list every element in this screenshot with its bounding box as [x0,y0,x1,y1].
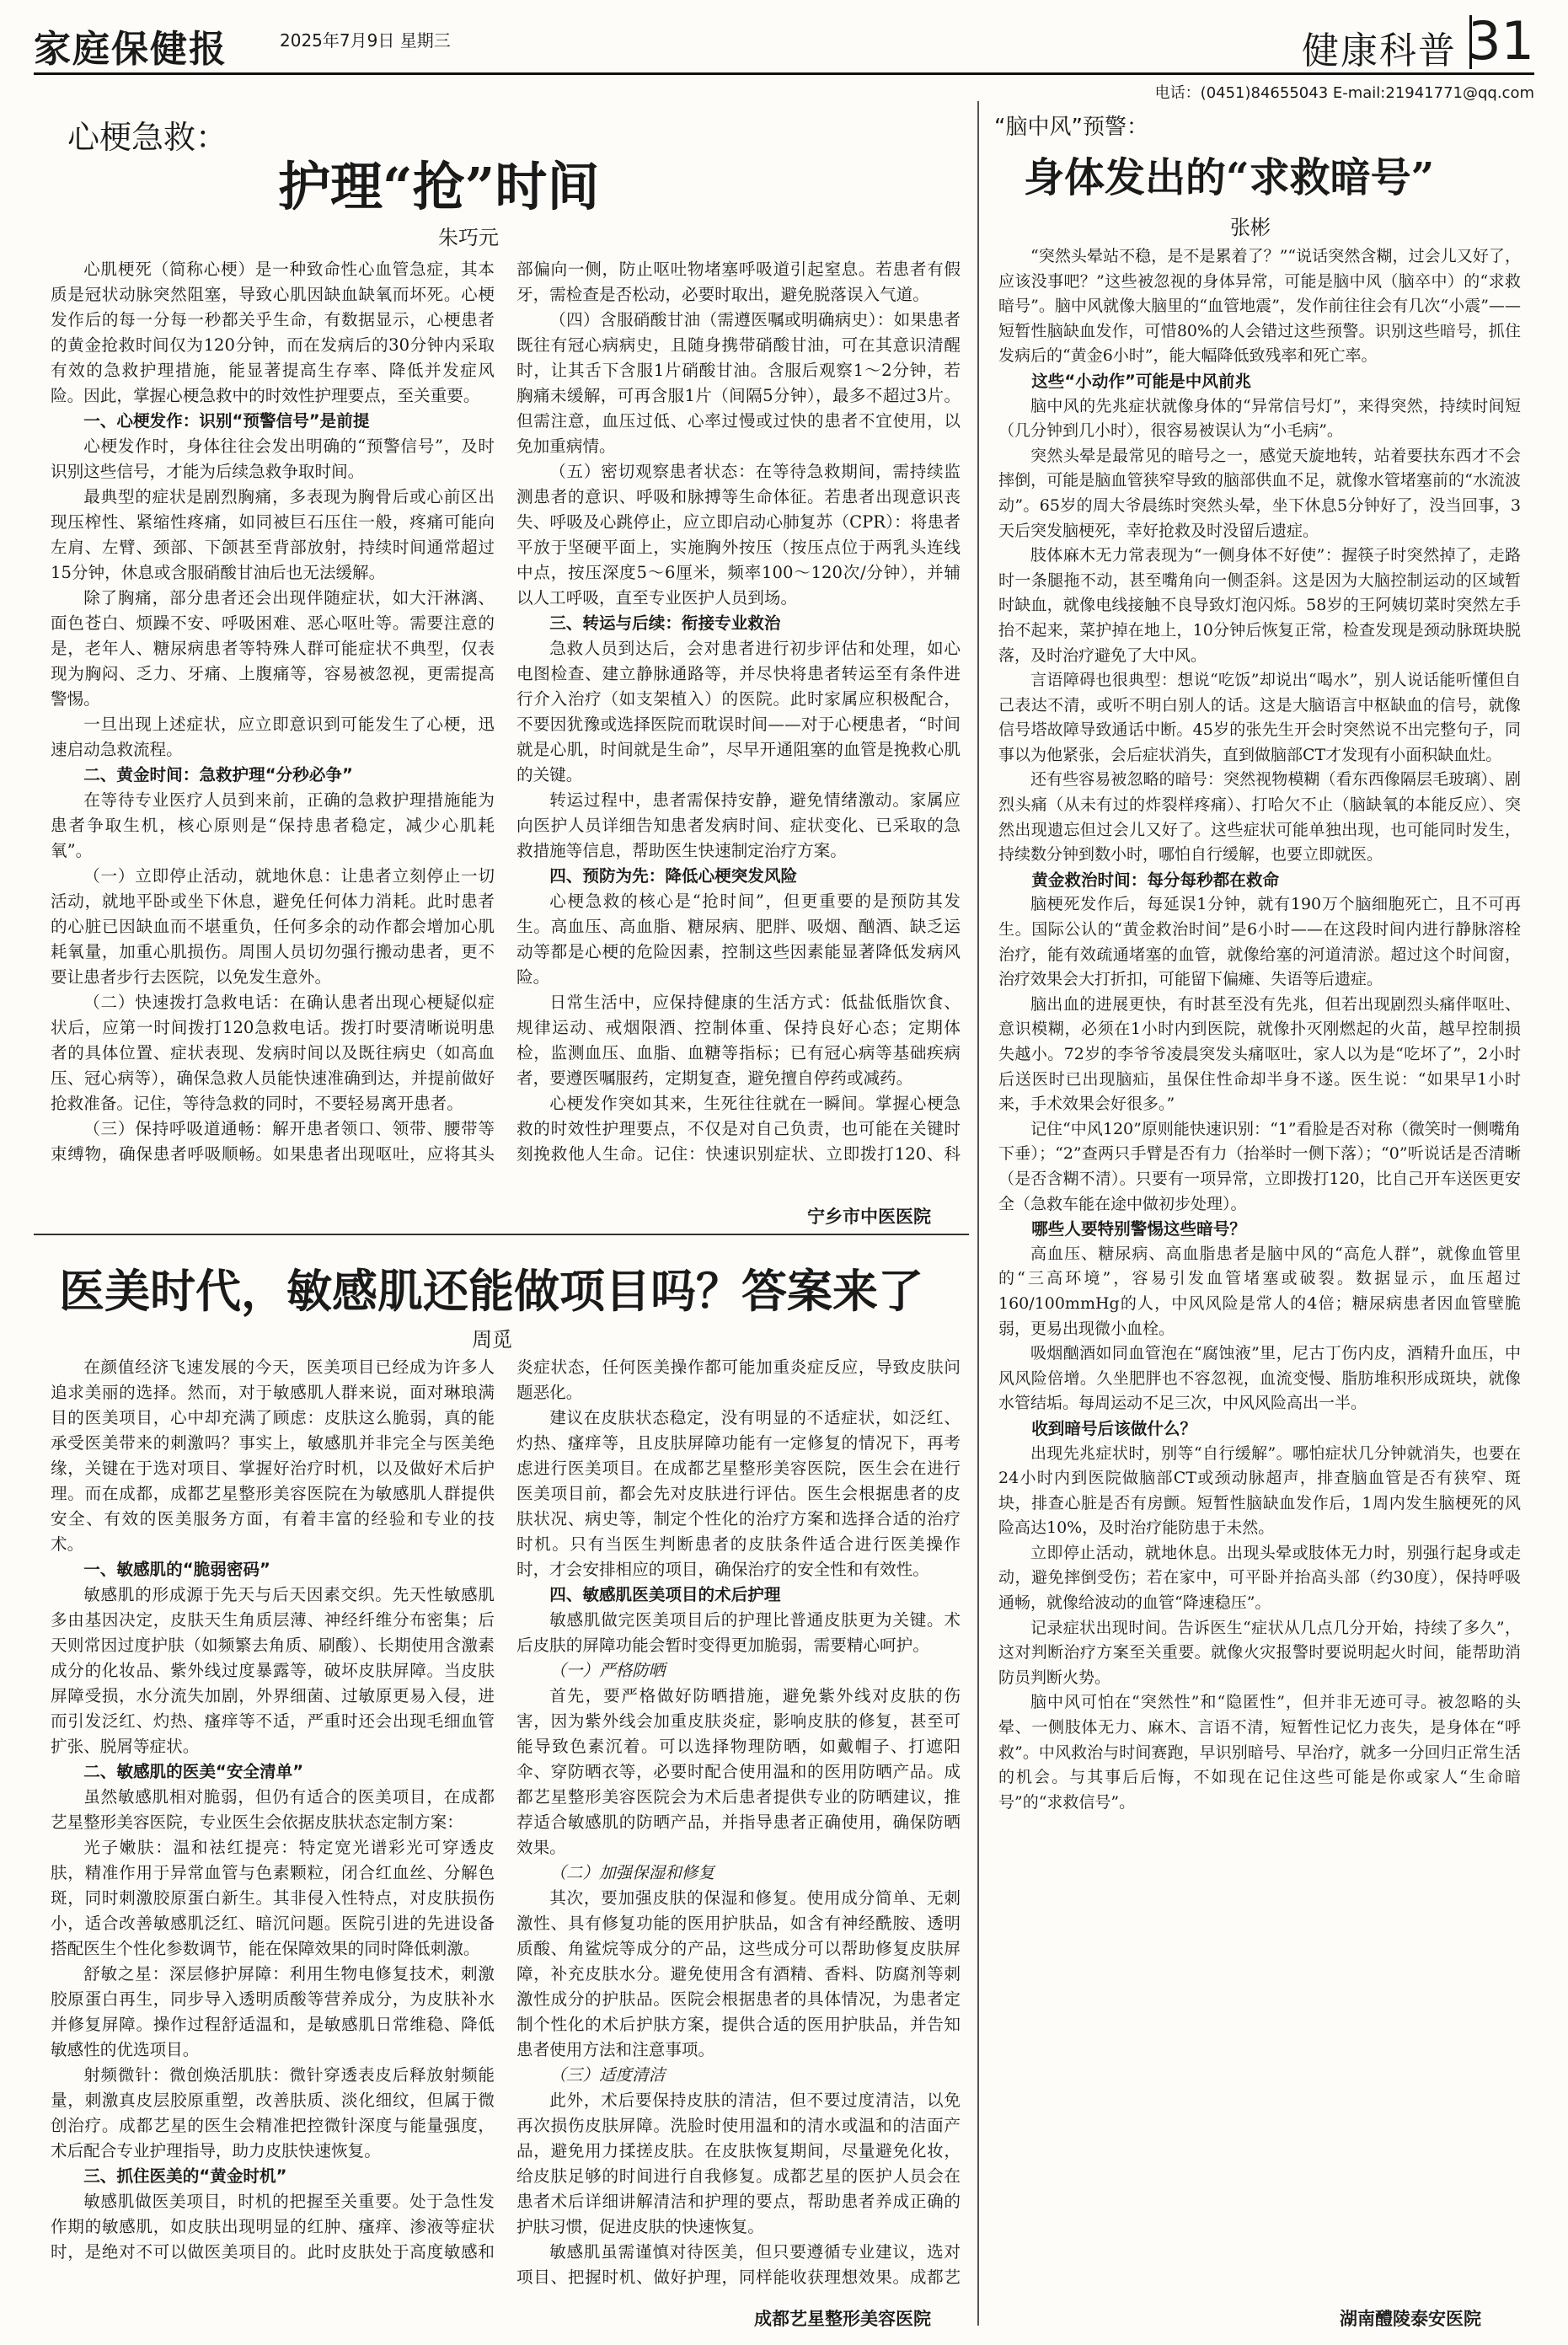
page-number: 31 [1468,10,1534,72]
article3-kicker: “脑中风”预警： [994,115,1148,140]
subheading: （二）加强保湿和修复 [549,1863,715,1882]
subheading: 收到暗号后该做什么？ [1031,1418,1197,1438]
paragraph: 言语障碍也很典型：想说“吃饭”却说出“喝水”，别人说话能听懂但自己表达不清，或听不明白别人的话。这是大脑语言中枢缺血的信号，就像信号塔故障导致通话中断。45岁的张先生开会时突然说不出完整句子，同事以为他紧张，会后症状消失，直到做脑部CT才发现有小面积缺血灶。 [998,671,1521,764]
paragraph: 一旦出现上述症状，应立即意识到可能发生了心梗，迅速启动急救流程。 [51,715,495,759]
paragraph: 高血压、糖尿病、高血脂患者是脑中风的“高危人群”，就像血管里的“三高环境”，容易引发血管堵塞或破裂。数据显示，血压超过160/100mmHg的人，中风风险是常人的4倍；糖尿病患者因血管壁脆弱，更易出现微小血栓。 [998,1244,1521,1338]
subheading: 这些“小动作”可能是中风前兆 [1031,371,1252,391]
paragraph: 吸烟酗酒如同血管泡在“腐蚀液”里，尼古丁伤内皮，酒精升血压，中风风险倍增。久坐肥胖也不容忽视，血流变慢、脂肪堆积形成斑块，就像水管结垢。每周运动不足三次，中风风险高出一半。 [998,1344,1521,1413]
paragraph: 射频微针：微创焕活肌肤：微针穿透表皮后释放射频能量，刺激真皮层胶原重塑，改善肤质、淡化细纹，但属于微创治疗。成都艺星的医生会精准把控微针深度与能量强度，术后配合专业护理指导，助力皮肤快速恢复。 [51,2065,495,2160]
paragraph: 脑中风的先兆症状就像身体的“异常信号灯”，来得突然，持续时间短（几分钟到几小时），很容易被误认为“小毛病”。 [998,396,1521,441]
paragraph: 心梗发作突如其来，生死往往就在一瞬间。掌握心梗急救的时效性护理要点，不仅是对自己负责，也可能在关键时刻挽救他人生命。记住：快速识别症状、立即拨打120、科 [516,1094,961,1164]
contact-info: 电话：(0451)84655043 E-mail:21941771@qq.com [1154,84,1534,102]
article1-title: 护理“抢”时间 [278,156,600,217]
paragraph: （五）密切观察患者状态：在等待急救期间，需持续监测患者的意识、呼吸和脉搏等生命体征。若患者出现意识丧失、呼吸及心跳停止，应立即启动心肺复苏（CPR）：将患者平放于坚硬平面上，实施胸外按压（按压点位于两乳头连线中点，按压深度5～6厘米，频率100～120次/分钟），并辅以人工呼吸，直至专业医护人员到场。 [516,462,961,608]
masthead-rule [34,72,1534,75]
article3-byline: 张彬 [1230,216,1271,239]
subheading: 三、转运与后续：衔接专业救治 [549,613,781,633]
paragraph: 舒敏之星：深层修护屏障：利用生物电修复技术，刺激胶原蛋白再生，同步导入透明质酸等营养成分，为皮肤补水并修复屏障。操作过程舒适温和，是敏感肌日常维稳、降低敏感性的优选项目。 [51,1964,495,2059]
paragraph: 光子嫩肤：温和祛红提亮：特定宽光谱彩光可穿透皮肤，精准作用于异常血管与色素颗粒，闭合红血丝、分解色斑，同时刺激胶原蛋白新生。其非侵入性特点，对皮肤损伤小，适合改善敏感肌泛红、暗沉问题。医院引进的先进设备搭配医生个性化参数调节，能在保障效果的同时降低刺激。 [51,1838,495,1958]
paragraph: 在等待专业医疗人员到来前，正确的急救护理措施能为患者争取生机，核心原则是“保持患者稳定，减少心肌耗氧”。 [51,790,495,860]
paragraph: 记录症状出现时间。告诉医生“症状从几点几分开始，持续了多久”，这对判断治疗方案至关重要。就像火灾报警时要说明起火时间，能帮助消防员判断火势。 [998,1618,1521,1687]
article3-source: 湖南醴陵泰安医院 [1340,2309,1481,2329]
column-rule [977,101,979,2326]
paragraph: 首先，要严格做好防晒措施，避免紫外线对皮肤的伤害，因为紫外线会加重皮肤炎症，影响皮肤的修复，甚至可能导致色素沉着。可以选择物理防晒，如戴帽子、打遮阳伞、穿防晒衣等，必要时配合使用温和的医用防晒产品。成都艺星整形美容医院会为术后患者提供专业的防晒建议，推荐适合敏感肌的防晒产品，并指导患者正确使用，确保防晒效果。 [516,1686,961,1857]
paragraph: 除了胸痛，部分患者还会出现伴随症状，如大汗淋漓、面色苍白、烦躁不安、呼吸困难、恶心呕吐等。需要注意的是，老年人、糖尿病患者等特殊人群可能症状不典型，仅表现为胸闷、乏力、牙痛、上腹痛等，容易被忽视，更需提高警惕。 [51,588,495,709]
subheading: 一、心梗发作：识别“预警信号”是前提 [83,411,370,431]
subheading: 黄金救治时间：每分每秒都在救命 [1031,870,1280,890]
article3-body [998,244,1521,2300]
paragraph: （二）快速拨打急救电话：在确认患者出现心梗疑似症状后，应第一时间拨打120急救电话。拨打时要清晰说明患者的具体位置、症状表现、发病时间以及既往病史（如高血压、冠心病等），确保急救人员能快速准确到达，并提前做好抢救准备。记住，等待急救的同时，不要轻易离开患者。 [51,993,495,1113]
section-title: 健康科普 [1302,29,1457,72]
newspaper-name: 家庭保健报 [34,28,227,71]
paragraph: 突然头晕是最常见的暗号之一，感觉天旋地转，站着要扶东西才不会摔倒，可能是脑血管狭窄导致的脑部供血不足，就像水管堵塞前的“水流波动”。65岁的周大爷晨练时突然头晕，坐下休息5分钟好了，没当回事，3天后突发脑梗死，幸好抢救及时没留后遗症。 [998,446,1521,540]
paragraph: 建议在皮肤状态稳定，没有明显的不适症状，如泛红、灼热、瘙痒等，且皮肤屏障功能有一定修复的情况下，再考虑进行医美项目。在成都艺星整形美容医院，医生会在进行医美项目前，都会先对皮肤进行评估。医生会根据患者的皮肤状况、病史等，制定个性化的治疗方案和选择合适的治疗时机。只有当医生判断患者的皮肤条件适合进行医美操作时，才会安排相应的项目，确保治疗的安全性和有效性。 [516,1408,961,1579]
subheading: 哪些人要特别警惕这些暗号？ [1031,1219,1246,1239]
article1-byline: 朱巧元 [438,226,499,249]
paragraph: 肢体麻木无力常表现为“一侧身体不好使”：握筷子时突然掉了，走路时一条腿拖不动，甚至嘴角向一侧歪斜。这是因为大脑控制运动的区域暂时缺血，就像电线接触不良导致灯泡闪烁。58岁的王阿姨切菜时突然左手抬不起来，菜护掉在地上，10分钟后恢复正常，检查发现是颈动脉斑块脱落，及时治疗避免了大中风。 [998,546,1521,665]
paragraph: 脑出血的进展更快，有时甚至没有先兆，但若出现剧烈头痛伴呕吐、意识模糊，必须在1小时内到医院，就像扑灭刚燃起的火苗，越早控制损失越小。72岁的李爷爷凌晨突发头痛呕吐，家人以为是“吃坏了”，2小时后送医时已出现脑疝，虽保住性命却半身不遂。医生说：“如果早1小时来，手术效果会好很多。” [998,994,1521,1114]
paragraph: 记住“中风120”原则能快速识别：“1”看脸是否对称（微笑时一侧嘴角下垂）；“2”查两只手臂是否有力（抬举时一侧下落）；“0”听说话是否清晰（是否含糊不清）。只要有一项异常，立即拨打120，比自己开车送医更安全（急救车能在途中做初步处理）。 [998,1119,1521,1213]
masthead [34,10,1534,76]
paragraph: 出现先兆症状时，别等“自行缓解”。哪怕症状几分钟就消失，也要在24小时内到医院做脑部CT或颈动脉超声，排查脑血管是否有狭窄、斑块，排查心脏是否有房颤。短暂性脑缺血发作后，1周内发生脑梗死的风险高达10%，及时治疗能防患于未然。 [998,1443,1521,1538]
paragraph: 脑梗死发作后，每延误1分钟，就有190万个脑细胞死亡，且不可再生。国际公认的“黄金救治时间”是6小时——在这段时间内进行静脉溶栓治疗，能有效疏通堵塞的血管，就像给塞的河道清淤。超过这个时间窗，治疗效果会大打折扣，可能留下偏瘫、失语等后遗症。 [998,895,1521,989]
subheading: 二、敏感肌的医美“安全清单” [83,1762,304,1781]
paragraph: 脑中风可怕在“突然性”和“隐匿性”，但并非无迹可寻。被忽略的头晕、一侧肢体无力、麻木、言语不清，短暂性记忆力丧失，是身体在“呼救”。中风救治与时间赛跑，早识别暗号、早治疗，就多一分回归正常生活的机会。与其事后后悔，不如现在记住这些可能是你或家人“生命暗号”的“求救信号”。 [998,1693,1521,1812]
paragraph: 日常生活中，应保持健康的生活方式：低盐低脂饮食、规律运动、戒烟限酒、控制体重、保持良好心态；定期体检，监测血压、血脂、血糖等指标；已有冠心病等基础疾病者，要遵医嘱服药，定期复查，避免擅自停药或减药。 [516,993,961,1088]
issue-date: 2025年7月9日 星期三 [280,30,451,51]
paragraph: 虽然敏感肌相对脆弱，但仍有适合的医美项目，在成都艺星整形美容医院，专业医生会依据皮肤状态定制方案： [51,1787,495,1832]
paragraph: 敏感肌做完医美项目后的护理比普通皮肤更为关键。术后皮肤的屏障功能会暂时变得更加脆弱，需要精心呵护。 [516,1610,961,1655]
subheading: 二、黄金时间：急救护理“分秒必争” [83,765,353,784]
paragraph: （一）立即停止活动，就地休息：让患者立刻停止一切活动，就地平卧或坐下休息，避免任何体力消耗。此时患者的心脏已因缺血而不堪重负，任何多余的动作都会增加心肌耗氧量，加重心肌损伤。周围人员切勿强行搬动患者，更不要让患者步行去医院，以免发生意外。 [51,866,495,987]
article1-kicker: 心梗急救： [67,119,228,156]
article2-source: 成都艺星整形美容医院 [754,2309,931,2329]
paragraph: 敏感肌虽需谨慎对待医美，但只要遵循专业建议，选对项目、把握时机、做好护理，同样能收获理想效果。成都艺 [516,2242,961,2287]
article2-body [51,1355,961,2299]
article1-body [51,257,961,1201]
paragraph: 急救人员到达后，会对患者进行初步评估和处理，如心电图检查、建立静脉通路等，并尽快将患者转运至有条件进行介入治疗（如支架植入）的医院。此时家属应积极配合，不要因犹豫或选择医院而耽误时间——对于心梗患者，“时间就是心肌，时间就是生命”，尽早开通阻塞的血管是挽救心肌的关键。 [516,639,961,784]
paragraph: 立即停止活动，就地休息。出现头晕或肢体无力时，别强行起身或走动，避免摔倒受伤；若在家中，可平卧并抬高头部（约30度），保持呼吸通畅，就像给波动的血管“降速稳压”。 [998,1543,1521,1613]
subheading: （三）适度清洁 [549,2065,666,2085]
paragraph: 还有些容易被忽略的暗号：突然视物模糊（看东西像隔层毛玻璃）、剧烈头痛（从未有过的炸裂样疼痛）、打哈欠不止（脑缺氧的本能反应）、突然出现遗忘但过会儿又好了。这些症状可能单独出现，也可能同时发生，持续数分钟到数小时，哪怕自行缓解，也要立即就医。 [998,770,1521,865]
subheading: 四、敏感肌医美项目的术后护理 [549,1585,781,1604]
paragraph: 心肌梗死（简称心梗）是一种致命性心血管急症，其本质是冠状动脉突然阻塞，导致心肌因缺血缺氧而坏死。心梗发作后的每一分每一秒都关乎生命，有数据显示，心梗患者的黄金抢救时间仅为120分钟，而在发病后的30分钟内采取有效的急救护理措施，能显著提高生存率、降低并发症风险。因此，掌握心梗急救中的时效性护理要点，至关重要。 [51,260,495,405]
subheading: 三、抓住医美的“黄金时机” [83,2166,287,2186]
article2-byline: 周觅 [472,1328,512,1352]
article3-title: 身体发出的“求救暗号” [1024,154,1435,201]
paragraph: 其次，要加强皮肤的保湿和修复。使用成分简单、无刺激性、具有修复功能的医用护肤品，如含有神经酰胺、透明质酸、角鲨烷等成分的产品，这些成分可以帮助修复皮肤屏障，补充皮肤水分。避免使用含有酒精、香料、防腐剂等刺激性成分的护肤品。医院会根据患者的具体情况，为患者定制个性化的术后护肤方案，提供合适的医用护肤品，并告知患者使用方法和注意事项。 [516,1888,961,2059]
subheading: （一）严格防晒 [549,1661,666,1680]
paragraph: 转运过程中，患者需保持安静，避免情绪激动。家属应向医护人员详细告知患者发病时间、症状变化、已采取的急救措施等信息，帮助医生快速制定治疗方案。 [516,790,961,860]
subheading: 一、敏感肌的“脆弱密码” [83,1560,270,1579]
paragraph: 敏感肌的形成源于先天与后天因素交织。先天性敏感肌多由基因决定，皮肤天生角质层薄、神经纤维分布密集；后天则常因过度护肤（如频繁去角质、刷酸）、长期使用含激素成分的化妆品、紫外线过度暴露等，破坏皮肤屏障。当皮肤屏障受损，水分流失加剧，外界细菌、过敏原更易入侵，进而引发泛红、灼热、瘙痒等不适，严重时还会出现毛细血管扩张、脱屑等症状。 [51,1585,495,1756]
paragraph: 在颜值经济飞速发展的今天，医美项目已经成为许多人追求美丽的选择。然而，对于敏感肌人群来说，面对琳琅满目的医美项目，心中却充满了顾虑：皮肤这么脆弱，真的能承受医美带来的刺激吗？事实上，敏感肌并非完全与医美绝缘，关键在于选对项目、掌握好治疗时机，以及做好术后护理。而在成都，成都艺星整形美容医院在为敏感肌人群提供安全、有效的医美服务方面，有着丰富的经验和专业的技术。 [51,1357,495,1554]
paragraph: （三）保持呼吸道通畅：解开患者领口、领带、腰带等束缚物，确保患者呼吸顺畅。如果患者出现呕吐，应将其头部偏向一侧，防止呕吐物堵塞呼吸道引起窒息。若患者有假牙，需检查是否松动，必要时取出，避免脱落误入气道。 [51,260,961,1164]
paragraph: 敏感肌做医美项目，时机的把握至关重要。处于急性发作期的敏感肌，如皮肤出现明显的红肿、瘙痒、渗液等症状时，是绝对不可以做医美项目的。此时皮肤处于高度敏感和炎症状态，任何医美操作都可能加重炎症反应，导致皮肤问题恶化。 [51,1357,961,2262]
paragraph: “突然头晕站不稳，是不是累着了？”“说话突然含糊，过会儿又好了，应该没事吧？”这些被忽视的身体异常，可能是脑中风（脑卒中）的“求救暗号”。脑中风就像大脑里的“血管地震”，发作前往往会有几次“小震”——短暂性脑缺血发作，可惜80%的人会错过这些预警。识别这些暗号，抓住发病后的“黄金6小时”，能大幅降低致残率和死亡率。 [998,247,1521,366]
paragraph: 心梗急救的核心是“抢时间”，但更重要的是预防其发生。高血压、高血脂、糖尿病、肥胖、吸烟、酗酒、缺乏运动等都是心梗的危险因素，控制这些因素能显著降低发病风险。 [516,891,961,987]
article-divider [34,1234,969,1235]
article2-title: 医美时代，敏感肌还能做项目吗？答案来了 [59,1264,923,1318]
paragraph: 心梗发作时，身体往往会发出明确的“预警信号”，及时识别这些信号，才能为后续急救争取时间。 [51,436,495,481]
article1-source: 宁乡市中医医院 [807,1207,931,1227]
paragraph: （四）含服硝酸甘油（需遵医嘱或明确病史）：如果患者既往有冠心病病史，且随身携带硝酸甘油，可在其意识清醒时，让其舌下含服1片硝酸甘油。含服后观察1～2分钟，若胸痛未缓解，可再含服1片（间隔5分钟），最多不超过3片。但需注意，血压过低、心率过慢或过快的患者不宜使用，以免加重病情。 [516,310,961,456]
subheading: 四、预防为先：降低心梗突发风险 [549,866,798,886]
paragraph: 此外，术后要保持皮肤的清洁，但不要过度清洁，以免再次损伤皮肤屏障。洗脸时使用温和的清水或温和的洁面产品，避免用力揉搓皮肤。在皮肤恢复期间，尽量避免化妆，给皮肤足够的时间进行自我修复。成都艺星的医护人员会在患者术后详细讲解清洁和护理的要点，帮助患者养成正确的护肤习惯，促进皮肤的快速恢复。 [516,2091,961,2236]
paragraph: 最典型的症状是剧烈胸痛，多表现为胸骨后或心前区出现压榨性、紧缩性疼痛，如同被巨石压住一般，疼痛可能向左肩、左臂、颈部、下颌甚至背部放射，持续时间通常超过15分钟，休息或含服硝酸甘油后也无法缓解。 [51,487,495,582]
